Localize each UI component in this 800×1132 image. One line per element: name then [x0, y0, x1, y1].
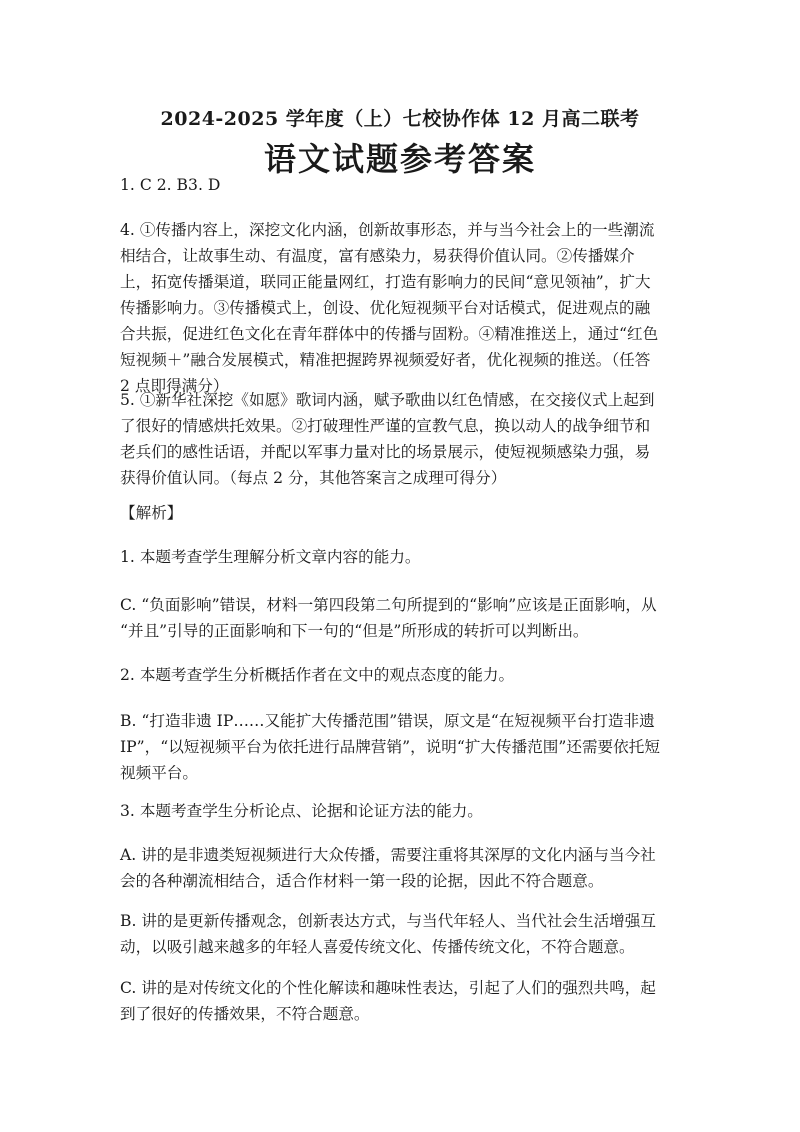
analysis-line: 到了很好的传播效果，不符合题意。 [120, 1005, 370, 1023]
analysis-item-3 [120, 798, 692, 824]
analysis-item-2b [120, 708, 692, 786]
answer-line: 1. C 2. B3. D [120, 176, 221, 194]
analysis-item-3c [120, 975, 692, 1027]
analysis-line: 2. 本题考查学生分析概括作者在文中的观点态度的能力。 [120, 666, 515, 684]
answer-q1-3 [120, 172, 692, 198]
answer-line: 获得价值认同。（每点 2 分，其他答案言之成理可得分） [120, 469, 507, 487]
analysis-line: 会的各种潮流相结合，适合作材料一第一段的论据，因此不符合题意。 [120, 872, 604, 890]
document-title: 语文试题参考答案 [263, 140, 536, 178]
exam-title: 2024-2025 学年度（上）七校协作体 12 月高二联考 [160, 108, 640, 130]
analysis-heading [120, 500, 692, 526]
analysis-line: 视频平台。 [120, 764, 198, 782]
answer-line: 老兵们的感性话语，并配以军事力量对比的场景展示，使短视频感染力强，易 [120, 443, 651, 461]
analysis-line: B. “打造非遗 IP……又能扩大传播范围”错误，原文是“在短视频平台打造非遗 [120, 712, 655, 730]
analysis-line: “并且”引导的正面影响和下一句的“但是”所形成的转折可以判断出。 [120, 622, 589, 640]
answer-q5 [120, 387, 692, 491]
answer-line: 了很好的情感烘托效果。②打破理性严谨的宣教气息，换以动人的战争细节和 [120, 417, 651, 435]
analysis-line: A. 讲的是非遗类短视频进行大众传播，需要注重将其深厚的文化内涵与当今社 [120, 846, 656, 864]
analysis-line: IP”，“以短视频平台为依托进行品牌营销”，说明“扩大传播范围”还需要依托短 [120, 738, 660, 756]
answer-line: 合共振，促进红色文化在青年群体中的传播与固粉。④精准推送上，通过“红色 [120, 325, 659, 343]
analysis-line: 1. 本题考查学生理解分析文章内容的能力。 [120, 548, 421, 566]
section-heading: 【解析】 [120, 504, 183, 522]
analysis-line: B. 讲的是更新传播观念，创新表达方式，与当代年轻人、当代社会生活增强互 [120, 912, 656, 930]
analysis-item-2 [120, 662, 692, 688]
answer-q4 [120, 217, 692, 399]
analysis-line: 动，以吸引越来越多的年轻人喜爱传统文化、传播传统文化，不符合题意。 [120, 938, 635, 956]
answer-line: 短视频＋”融合发展模式，精准把握跨界视频爱好者，优化视频的推送。（任答 [120, 351, 651, 369]
answer-line: 相结合，让故事生动、有温度，富有感染力，易获得价值认同。②传播媒介 [120, 247, 635, 265]
analysis-line: 3. 本题考查学生分析论点、论据和论证方法的能力。 [120, 802, 483, 820]
analysis-item-1c [120, 592, 692, 644]
answer-line: 上，拓宽传播渠道，联同正能量网红，打造有影响力的民间“意见领袖”，扩大 [120, 273, 651, 291]
answer-line: 2 点即得满分） [120, 377, 229, 395]
answer-line: 5. ①新华社深挖《如愿》歌词内涵，赋予歌曲以红色情感，在交接仪式上起到 [120, 391, 655, 409]
analysis-item-1 [120, 544, 692, 570]
analysis-line: C. “负面影响”错误，材料一第四段第二句所提到的“影响”应该是正面影响，从 [120, 596, 657, 614]
analysis-item-3b [120, 908, 692, 960]
analysis-item-3a [120, 842, 692, 894]
analysis-line: C. 讲的是对传统文化的个性化解读和趣味性表达，引起了人们的强烈共鸣，起 [120, 979, 656, 997]
answer-line: 4. ①传播内容上，深挖文化内涵，创新故事形态，并与当今社会上的一些潮流 [120, 221, 655, 239]
answer-line: 传播影响力。③传播模式上，创设、优化短视频平台对话模式，促进观点的融 [120, 299, 651, 317]
